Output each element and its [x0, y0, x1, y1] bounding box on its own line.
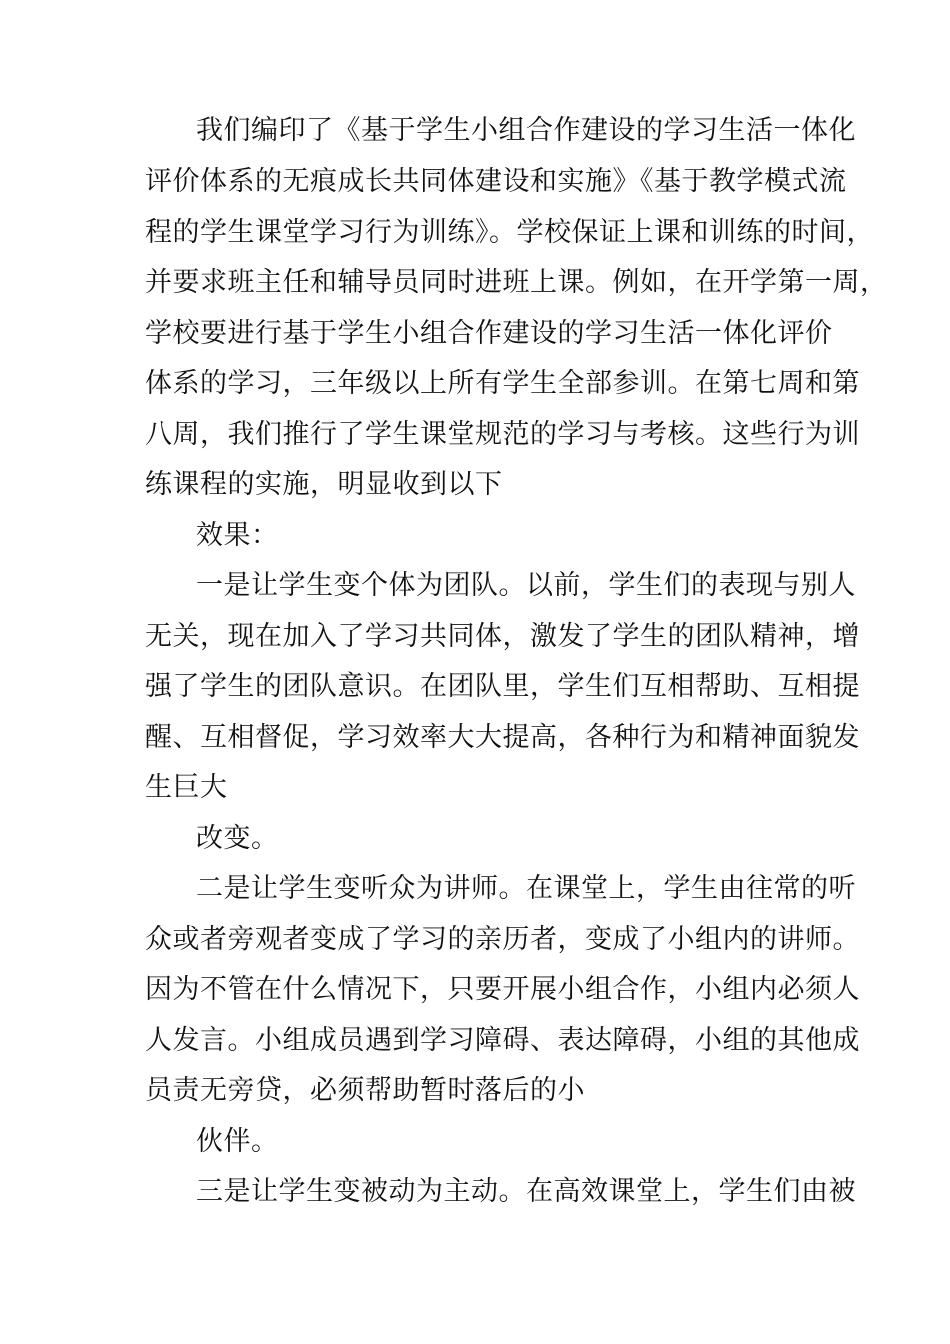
text-line: 体系的学习，三年级以上所有学生全部参训。在第七周和第	[145, 368, 860, 399]
text-line: 因为不管在什么情况下，只要开展小组合作，小组内必须人	[145, 974, 860, 1005]
text-line: 员责无旁贷，必须帮助暂时落后的小	[145, 1075, 585, 1106]
text-line: 伙伴。	[196, 1126, 279, 1157]
text-line: 并要求班主任和辅导员同时进班上课。例如，在开学第一周，	[145, 267, 888, 298]
text-line: 众或者旁观者变成了学习的亲历者，变成了小组内的讲师。	[145, 924, 860, 955]
text-line: 改变。	[196, 823, 279, 854]
text-line: 八周，我们推行了学生课堂规范的学习与考核。这些行为训	[145, 419, 860, 450]
text-line: 醒、互相督促，学习效率大大提高，各种行为和精神面貌发	[145, 722, 860, 753]
text-line: 人发言。小组成员遇到学习障碍、表达障碍，小组的其他成	[145, 1025, 860, 1056]
text-line: 三是让学生变被动为主动。在高效课堂上，学生们由被	[196, 1176, 856, 1207]
text-line: 强了学生的团队意识。在团队里，学生们互相帮助、互相提	[145, 671, 860, 702]
text-line: 无关，现在加入了学习共同体，激发了学生的团队精神，增	[145, 621, 860, 652]
text-line: 我们编印了《基于学生小组合作建设的学习生活一体化	[196, 115, 856, 146]
text-line: 效果：	[196, 520, 279, 551]
text-line: 生巨大	[145, 772, 228, 803]
text-line: 评价体系的无痕成长共同体建设和实施》《基于教学模式流	[145, 166, 847, 197]
text-line: 学校要进行基于学生小组合作建设的学习生活一体化评价	[145, 318, 833, 349]
text-line: 练课程的实施，明显收到以下	[145, 469, 503, 500]
text-line: 二是让学生变听众为讲师。在课堂上，学生由往常的听	[196, 873, 856, 904]
text-line: 程的学生课堂学习行为训练》。学校保证上课和训练的时间，	[145, 217, 874, 248]
text-line: 一是让学生变个体为团队。以前，学生们的表现与别人	[196, 570, 856, 601]
